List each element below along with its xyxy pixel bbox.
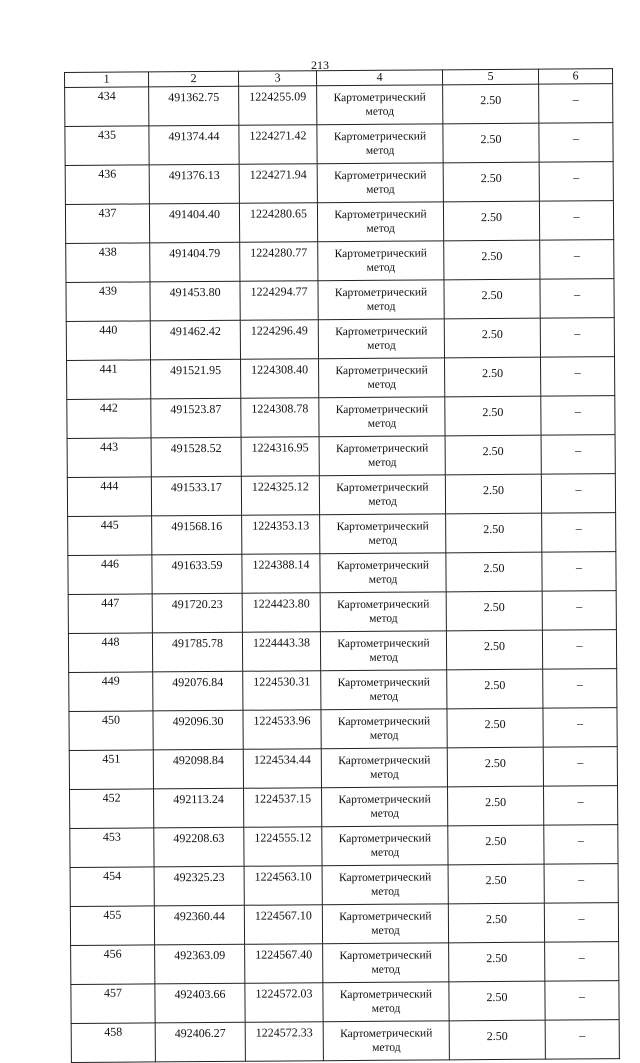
method-line-2: метод — [372, 1041, 401, 1054]
table-row — [71, 981, 619, 1024]
table-row — [65, 123, 613, 166]
table-row — [68, 513, 616, 556]
column-header: 2 — [149, 71, 239, 87]
method-line-1: Картометрический — [334, 286, 428, 300]
y-coordinate-cell: 1224316.95 — [241, 437, 319, 477]
y-coordinate-cell: 1224563.10 — [244, 866, 322, 906]
method-cell — [320, 514, 446, 554]
method-line-2: метод — [369, 651, 398, 664]
method-line-1: Картометрический — [339, 910, 432, 924]
table-row — [67, 474, 615, 517]
note-cell: – — [545, 981, 619, 1021]
point-number-cell: 446 — [68, 555, 152, 595]
point-number-cell: 439 — [66, 282, 150, 322]
y-coordinate-cell: 1224353.13 — [242, 515, 320, 555]
y-coordinate-cell: 1224533.96 — [243, 710, 321, 750]
y-coordinate-cell: 1224537.15 — [244, 788, 322, 828]
method-cell — [318, 241, 444, 281]
method-cell — [322, 904, 448, 944]
x-coordinate-cell: 492406.27 — [155, 1022, 245, 1062]
method-line-2: метод — [371, 924, 400, 937]
method-cell — [323, 943, 449, 983]
accuracy-cell: 2.50 — [445, 435, 541, 475]
x-coordinate-cell: 491453.80 — [150, 281, 240, 321]
x-coordinate-cell: 491720.23 — [152, 593, 242, 633]
method-cell — [320, 553, 446, 593]
column-header: 4 — [316, 70, 442, 86]
table-row — [65, 162, 613, 205]
method-cell — [321, 670, 447, 710]
accuracy-cell: 2.50 — [448, 825, 544, 865]
method-line-2: метод — [370, 846, 400, 859]
method-line-2: метод — [371, 1002, 401, 1015]
y-coordinate-cell: 1224443.38 — [242, 632, 320, 672]
column-header: 5 — [442, 69, 538, 85]
point-number-cell: 448 — [68, 633, 152, 673]
y-coordinate-cell: 1224572.33 — [245, 1022, 323, 1062]
table-row — [65, 201, 613, 244]
method-cell — [322, 787, 448, 827]
method-cell — [321, 748, 447, 788]
point-number-cell: 435 — [65, 126, 149, 166]
accuracy-cell: 2.50 — [445, 474, 541, 514]
point-number-cell: 449 — [69, 672, 153, 712]
table-row — [68, 552, 616, 595]
y-coordinate-cell: 1224534.44 — [243, 749, 321, 789]
accuracy-cell: 2.50 — [446, 513, 542, 553]
table-row — [69, 747, 617, 790]
method-line-1: Картометрический — [337, 715, 431, 729]
note-cell: – — [542, 591, 616, 631]
x-coordinate-cell: 492360.44 — [154, 905, 244, 945]
method-cell — [319, 475, 445, 515]
x-coordinate-cell: 491521.95 — [151, 359, 241, 399]
table-row — [69, 669, 617, 712]
method-line-1: Картометрический — [337, 598, 430, 612]
method-cell — [323, 982, 449, 1022]
x-coordinate-cell: 491362.75 — [149, 86, 239, 126]
page-number: 213 — [311, 58, 329, 72]
method-line-2: метод — [366, 222, 395, 235]
note-cell: – — [542, 552, 616, 592]
x-coordinate-cell: 492363.09 — [155, 944, 245, 984]
x-coordinate-cell: 491785.78 — [152, 632, 242, 672]
column-header: 1 — [65, 72, 149, 88]
note-cell: – — [545, 1020, 619, 1060]
table-row — [69, 708, 617, 751]
note-cell: – — [543, 708, 617, 748]
method-line-2: метод — [367, 417, 397, 430]
x-coordinate-cell: 492325.23 — [154, 866, 244, 906]
method-line-2: метод — [368, 534, 398, 547]
method-line-1: Картометрический — [335, 325, 428, 339]
accuracy-cell: 2.50 — [449, 942, 545, 982]
note-cell: – — [541, 396, 615, 436]
method-line-1: Картометрический — [334, 247, 427, 261]
table-row — [70, 825, 618, 868]
point-number-cell: 452 — [70, 789, 154, 829]
method-line-1: Картометрический — [337, 637, 430, 651]
point-number-cell: 450 — [69, 711, 153, 751]
table-row — [68, 591, 616, 634]
method-cell — [318, 319, 444, 359]
method-line-1: Картометрический — [334, 208, 427, 222]
note-cell: – — [544, 825, 618, 865]
table-row — [71, 942, 619, 985]
y-coordinate-cell: 1224567.10 — [244, 905, 322, 945]
note-cell: – — [540, 279, 614, 319]
accuracy-cell: 2.50 — [445, 357, 541, 397]
table-row — [65, 84, 613, 127]
note-cell: – — [543, 747, 617, 787]
y-coordinate-cell: 1224308.78 — [241, 398, 319, 438]
y-coordinate-cell: 1224271.94 — [239, 164, 317, 204]
accuracy-cell: 2.50 — [446, 552, 542, 592]
y-coordinate-cell: 1224530.31 — [243, 671, 321, 711]
method-cell — [317, 85, 443, 125]
note-cell: – — [539, 123, 613, 163]
accuracy-cell: 2.50 — [443, 84, 539, 124]
method-cell — [317, 163, 443, 203]
y-coordinate-cell: 1224325.12 — [241, 476, 319, 516]
x-coordinate-cell: 492076.84 — [153, 671, 243, 711]
method-line-2: метод — [369, 729, 399, 742]
table-row — [70, 786, 618, 829]
y-coordinate-cell: 1224555.12 — [244, 827, 322, 867]
accuracy-cell: 2.50 — [446, 630, 542, 670]
method-line-2: метод — [370, 768, 399, 781]
method-line-1: Картометрический — [338, 754, 431, 768]
note-cell: – — [540, 240, 614, 280]
method-line-1: Картометрический — [335, 403, 429, 417]
note-cell: – — [539, 162, 613, 202]
x-coordinate-cell: 491568.16 — [152, 515, 242, 555]
point-number-cell: 440 — [66, 321, 150, 361]
method-line-1: Картометрический — [339, 949, 432, 963]
accuracy-cell: 2.50 — [447, 786, 543, 826]
note-cell: – — [544, 864, 618, 904]
table-row — [67, 435, 615, 478]
accuracy-cell: 2.50 — [444, 240, 540, 280]
table-row — [67, 357, 615, 400]
table-row — [66, 279, 614, 322]
x-coordinate-cell: 492113.24 — [154, 788, 244, 828]
x-coordinate-cell: 491633.59 — [152, 554, 242, 594]
method-cell — [322, 826, 448, 866]
accuracy-cell: 2.50 — [444, 318, 540, 358]
point-number-cell: 451 — [69, 750, 153, 790]
y-coordinate-cell: 1224572.03 — [245, 983, 323, 1023]
method-cell — [317, 124, 443, 164]
method-line-2: метод — [366, 300, 396, 313]
method-cell — [319, 358, 445, 398]
table-row — [70, 864, 618, 907]
method-line-2: метод — [367, 378, 396, 391]
column-header: 6 — [538, 69, 612, 85]
accuracy-cell: 2.50 — [443, 201, 539, 241]
point-number-cell: 438 — [66, 243, 150, 283]
x-coordinate-cell: 492403.66 — [155, 983, 245, 1023]
x-coordinate-cell: 491404.79 — [150, 242, 240, 282]
note-cell: – — [543, 669, 617, 709]
accuracy-cell: 2.50 — [443, 123, 539, 163]
method-line-2: метод — [370, 885, 400, 898]
method-line-1: Картометрический — [336, 520, 429, 534]
x-coordinate-cell: 491462.42 — [150, 320, 240, 360]
y-coordinate-cell: 1224567.40 — [245, 944, 323, 984]
method-line-2: метод — [365, 105, 395, 118]
method-line-2: метод — [365, 144, 395, 157]
y-coordinate-cell: 1224255.09 — [239, 86, 317, 126]
method-line-2: метод — [368, 495, 397, 508]
point-number-cell: 441 — [67, 360, 151, 400]
x-coordinate-cell: 492096.30 — [153, 710, 243, 750]
method-line-1: Картометрический — [339, 988, 433, 1002]
accuracy-cell: 2.50 — [443, 162, 539, 202]
accuracy-cell: 2.50 — [448, 864, 544, 904]
note-cell: – — [541, 357, 615, 397]
point-number-cell: 434 — [65, 87, 149, 127]
y-coordinate-cell: 1224388.14 — [242, 554, 320, 594]
method-line-1: Картометрический — [335, 442, 429, 456]
table-row — [66, 240, 614, 283]
y-coordinate-cell: 1224280.65 — [239, 203, 317, 243]
method-line-1: Картометрический — [338, 871, 432, 885]
note-cell: – — [539, 201, 613, 241]
note-cell: – — [540, 318, 614, 358]
accuracy-cell: 2.50 — [449, 981, 545, 1021]
method-line-2: метод — [367, 339, 396, 352]
method-line-1: Картометрический — [336, 559, 430, 573]
method-line-1: Картометрический — [333, 91, 426, 105]
point-number-cell: 458 — [71, 1023, 155, 1063]
coordinates-table — [64, 68, 620, 1063]
method-line-2: метод — [370, 807, 399, 820]
method-cell — [320, 631, 446, 671]
method-line-1: Картометрический — [340, 1027, 433, 1041]
accuracy-cell: 2.50 — [445, 396, 541, 436]
point-number-cell: 443 — [67, 438, 151, 478]
point-number-cell: 453 — [70, 828, 154, 868]
note-cell: – — [541, 435, 615, 475]
y-coordinate-cell: 1224423.80 — [242, 593, 320, 633]
method-line-2: метод — [369, 690, 399, 703]
method-line-2: метод — [366, 183, 395, 196]
x-coordinate-cell: 491528.52 — [151, 437, 241, 477]
note-cell: – — [539, 84, 613, 124]
method-line-1: Картометрический — [334, 169, 427, 183]
point-number-cell: 455 — [70, 906, 154, 946]
method-cell — [317, 202, 443, 242]
method-line-1: Картометрический — [338, 832, 432, 846]
x-coordinate-cell: 491404.40 — [149, 203, 239, 243]
accuracy-cell: 2.50 — [447, 747, 543, 787]
table-row — [68, 630, 616, 673]
x-coordinate-cell: 492098.84 — [153, 749, 243, 789]
point-number-cell: 456 — [71, 945, 155, 985]
method-line-1: Картометрический — [335, 364, 428, 378]
method-cell — [320, 592, 446, 632]
accuracy-cell: 2.50 — [446, 591, 542, 631]
x-coordinate-cell: 491533.17 — [151, 476, 241, 516]
point-number-cell: 442 — [67, 399, 151, 439]
method-cell — [319, 397, 445, 437]
method-cell — [323, 1021, 449, 1061]
table-row — [66, 318, 614, 361]
method-line-2: метод — [366, 261, 396, 274]
method-line-2: метод — [369, 612, 398, 625]
x-coordinate-cell: 491376.13 — [149, 164, 239, 204]
accuracy-cell: 2.50 — [449, 1020, 545, 1060]
note-cell: – — [542, 513, 616, 553]
method-line-1: Картометрический — [333, 130, 427, 144]
note-cell: – — [543, 786, 617, 826]
method-line-2: метод — [367, 456, 397, 469]
x-coordinate-cell: 492208.63 — [154, 827, 244, 867]
point-number-cell: 457 — [71, 984, 155, 1024]
x-coordinate-cell: 491523.87 — [151, 398, 241, 438]
y-coordinate-cell: 1224308.40 — [241, 359, 319, 399]
accuracy-cell: 2.50 — [444, 279, 540, 319]
method-line-2: метод — [368, 573, 398, 586]
table-row — [71, 1020, 619, 1063]
method-line-1: Картометрический — [338, 793, 431, 807]
y-coordinate-cell: 1224280.77 — [240, 242, 318, 282]
note-cell: – — [544, 903, 618, 943]
note-cell: – — [542, 630, 616, 670]
method-cell — [318, 280, 444, 320]
method-line-1: Картометрический — [336, 481, 429, 495]
y-coordinate-cell: 1224271.42 — [239, 125, 317, 165]
accuracy-cell: 2.50 — [448, 903, 544, 943]
point-number-cell: 454 — [70, 867, 154, 907]
accuracy-cell: 2.50 — [447, 669, 543, 709]
table-row — [70, 903, 618, 946]
note-cell: – — [541, 474, 615, 514]
column-header: 3 — [238, 71, 316, 87]
method-cell — [322, 865, 448, 905]
method-cell — [319, 436, 445, 476]
method-cell — [321, 709, 447, 749]
method-line-2: метод — [371, 963, 401, 976]
accuracy-cell: 2.50 — [447, 708, 543, 748]
note-cell: – — [545, 942, 619, 982]
point-number-cell: 444 — [67, 477, 151, 517]
point-number-cell: 445 — [68, 516, 152, 556]
point-number-cell: 436 — [65, 165, 149, 205]
point-number-cell: 437 — [65, 204, 149, 244]
point-number-cell: 447 — [68, 594, 152, 634]
table-row — [67, 396, 615, 439]
y-coordinate-cell: 1224296.49 — [240, 320, 318, 360]
y-coordinate-cell: 1224294.77 — [240, 281, 318, 321]
method-line-1: Картометрический — [337, 676, 430, 690]
x-coordinate-cell: 491374.44 — [149, 125, 239, 165]
